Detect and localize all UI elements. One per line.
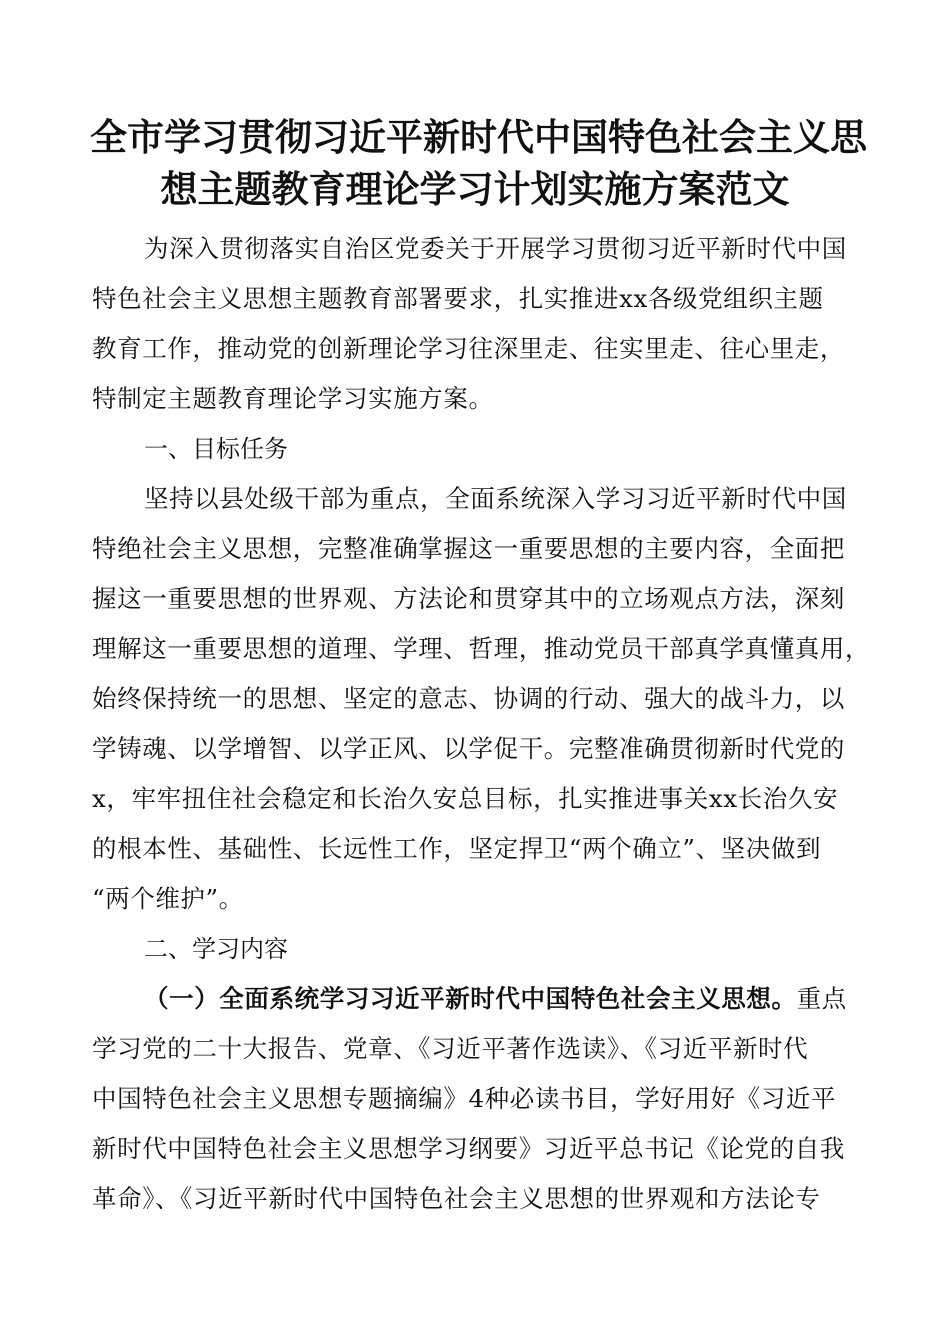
document-title [90, 112, 867, 216]
section-heading-goals: 一、目标任务 [144, 435, 288, 463]
text-line: 为深入贯彻落实自治区党委关于开展学习贯彻习近平新时代中国 [144, 234, 847, 263]
title-line: 全市学习贯彻习近平新时代中国特色社会主义思 [90, 116, 867, 159]
text-line: x，牢牢扭住社会稳定和长治久安总目标，扎实推进事关xx长治久安 [92, 784, 839, 813]
title-line: 想主题教育理论学习计划实施方案范文 [160, 168, 790, 211]
text-line: 学铸魂、以学增智、以学正风、以学促干。完整准确贯彻新时代党的 [92, 734, 845, 763]
text-line: 坚持以县处级干部为重点，全面系统深入学习习近平新时代中国 [144, 484, 847, 513]
text-line: 特色社会主义思想主题教育部署要求，扎实推进xx各级党组织主题 [92, 284, 824, 313]
text-line: “两个维护”。 [92, 884, 244, 913]
content-paragraph [92, 974, 862, 1224]
text-line: 学习党的二十大报告、党章、《习近平著作选读》、《习近平新时代 [92, 1034, 809, 1063]
text-line: 的根本性、基础性、长远性工作，坚定捍卫“两个确立”、坚决做到 [92, 834, 822, 863]
intro-paragraph [92, 224, 862, 424]
text-line: 新时代中国特色社会主义思想学习纲要》习近平总书记《论党的自我 [92, 1134, 845, 1163]
text-line: 革命》、《习近平新时代中国特色社会主义思想的世界观和方法论专 [92, 1184, 821, 1213]
text-line: 中国特色社会主义思想专题摘编》4种必读书目，学好用好《习近平 [92, 1084, 837, 1113]
text-line: 特制定主题教育理论学习实施方案。 [92, 384, 494, 413]
section-heading-content: 二、学习内容 [144, 935, 288, 963]
text-line: 理解这一重要思想的道理、学理、哲理，推动党员干部真学真懂真用， [92, 634, 871, 663]
text-line: 教育工作，推动党的创新理论学习往深里走、往实里走、往心里走， [92, 334, 845, 363]
lead-continuation: 重点 [796, 984, 847, 1013]
document-body [92, 224, 871, 1224]
text-line: 始终保持统一的思想、坚定的意志、协调的行动、强大的战斗力，以 [92, 684, 845, 713]
text-line: 特绝社会主义思想，完整准确掌握这一重要思想的主要内容，全面把 [92, 534, 845, 563]
text-line [92, 974, 862, 1024]
text-line: 握这一重要思想的世界观、方法论和贯穿其中的立场观点方法，深刻 [92, 584, 845, 613]
goals-paragraph [92, 474, 871, 924]
subsection-lead: （一）全面系统学习习近平新时代中国特色社会主义思想。 [144, 984, 797, 1013]
